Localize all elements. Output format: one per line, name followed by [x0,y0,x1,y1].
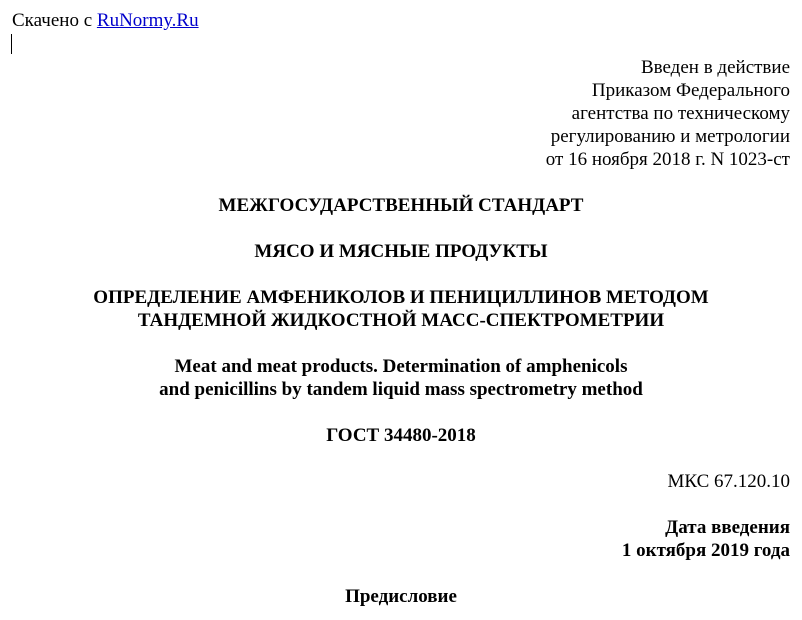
intro-date-value: 1 октября 2019 года [621,540,790,561]
runormy-link[interactable]: RuNormy.Ru [96,10,199,31]
method-heading-line-2: ТАНДЕМНОЙ ЖИДКОСТНОЙ МАСС-СПЕКТРОМЕТРИИ [137,310,665,331]
subject-heading: МЯСО И МЯСНЫЕ ПРОДУКТЫ [254,241,548,262]
method-heading-line-1: ОПРЕДЕЛЕНИЕ АМФЕНИКОЛОВ И ПЕНИЦИЛЛИНОВ МЕТОДОМ [93,287,709,308]
enacted-line-4: регулированию и метрологии [550,126,790,147]
preface-heading: Предисловие [345,586,457,607]
text-cursor [11,34,12,54]
enacted-line-1: Введен в действие [640,57,790,78]
enacted-line-3: агентства по техническому [571,103,790,124]
english-title-line-1: Meat and meat products. Determination of amphenicols [174,356,628,377]
download-source [12,9,199,32]
download-prefix: Скачено с [12,10,97,31]
gost-number: ГОСТ 34480-2018 [326,425,476,446]
standard-type-heading: МЕЖГОСУДАРСТВЕННЫЙ СТАНДАРТ [218,195,584,216]
enacted-line-5: от 16 ноября 2018 г. N 1023-ст [545,149,790,170]
intro-date-label: Дата введения [665,517,790,538]
mks-code: МКС 67.120.10 [667,471,790,492]
english-title-line-2: and penicillins by tandem liquid mass spectrometry method [159,379,643,400]
enacted-line-2: Приказом Федерального [591,80,790,101]
